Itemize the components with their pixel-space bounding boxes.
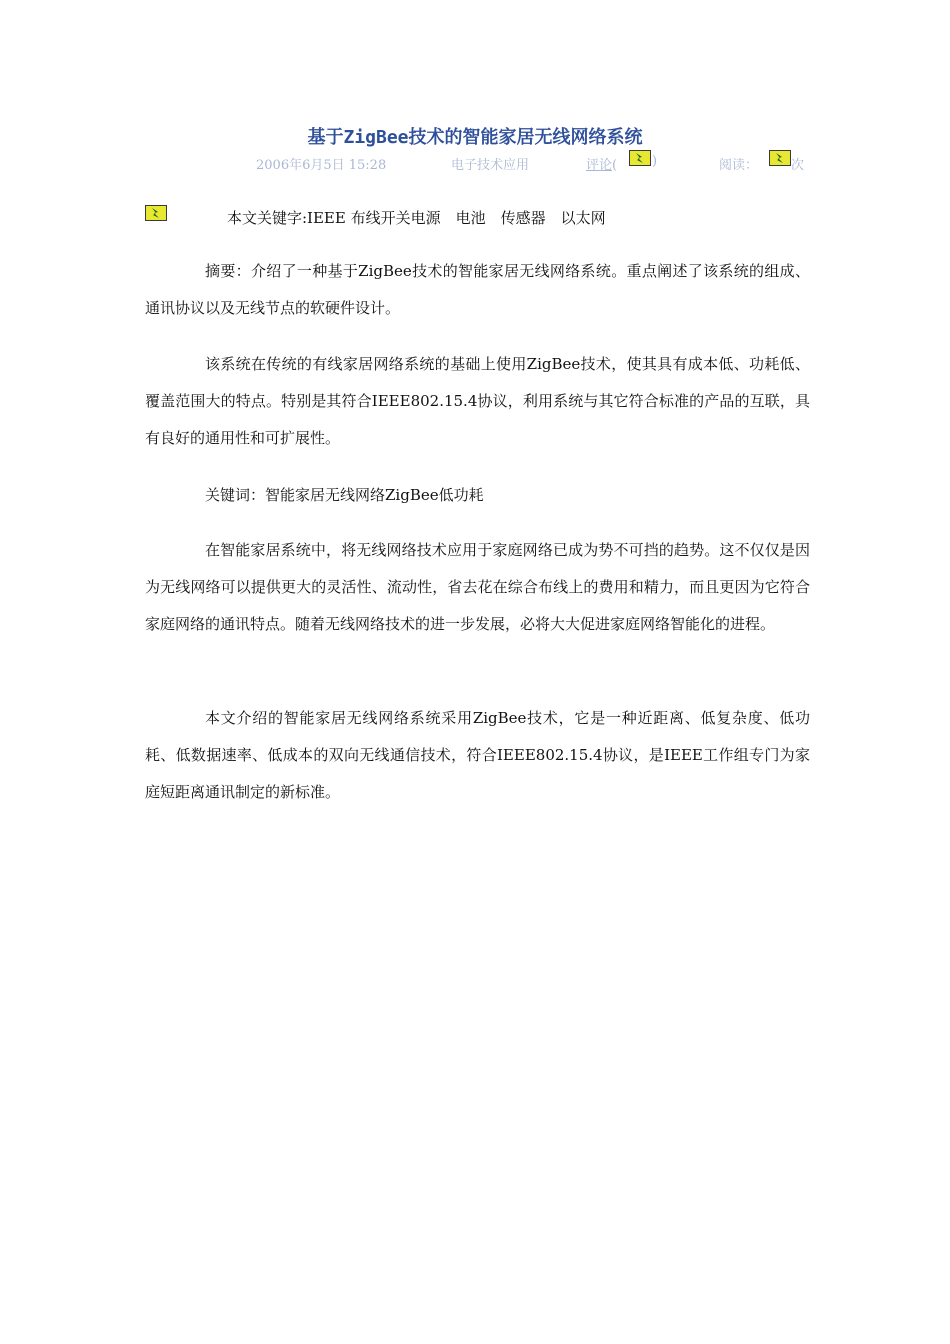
abstract-paragraph: 摘要：介绍了一种基于ZigBee技术的智能家居无线网络系统。重点阐述了该系统的组成、通讯协议以及无线节点的软硬件设计。 [145,262,810,317]
keywords-text: 本文关键字:IEEE 布线开关电源 电池 传感器 以太网 [227,209,606,227]
body-paragraph: 在智能家居系统中，将无线网络技术应用于家庭网络已成为势不可挡的趋势。这不仅仅是因为无线网络可以提供更大的灵活性、流动性，省去花在综合布线上的费用和精力，而且更因为它符合家庭网络的通讯特点。随着无线网络技术的进一步发展，必将大大促进家庭网络智能化的进程。 [145,541,810,633]
comment-count-icon [629,150,651,166]
article-title: 基于ZigBee技术的智能家居无线网络系统 [307,127,643,148]
comment-link[interactable] [586,154,617,173]
comment-close-paren: ) [652,154,658,169]
read-count-icon [769,150,791,166]
read-label: 阅读： [719,158,759,173]
article-meta [0,150,950,174]
keywords-paragraph: 关键词：智能家居无线网络ZigBee低功耗 [205,486,484,504]
category-link[interactable]: 电子技术应用 [451,158,530,173]
read-suffix: 次 [791,158,805,173]
comment-open-paren: ( [612,158,618,173]
body-paragraph: 本文介绍的智能家居无线网络系统采用ZigBee技术，它是一种近距离、低复杂度、低功耗、低数据速率、低成本的双向无线通信技术，符合IEEE802.15.4协议，是IEEE工作组专门为家庭短距离通讯制定的新标准。 [145,709,810,801]
body-paragraph: 该系统在传统的有线家居网络系统的基础上使用ZigBee技术，使其具有成本低、功耗低、覆盖范围大的特点。特别是其符合IEEE802.15.4协议，利用系统与其它符合标准的产品的互联，具有良好的通用性和可扩展性。 [145,355,810,447]
publish-date: 2006年6月5日 15:28 [256,158,387,173]
keywords-icon [145,205,167,221]
comment-label[interactable]: 评论 [586,158,613,173]
keywords-row [145,205,845,227]
